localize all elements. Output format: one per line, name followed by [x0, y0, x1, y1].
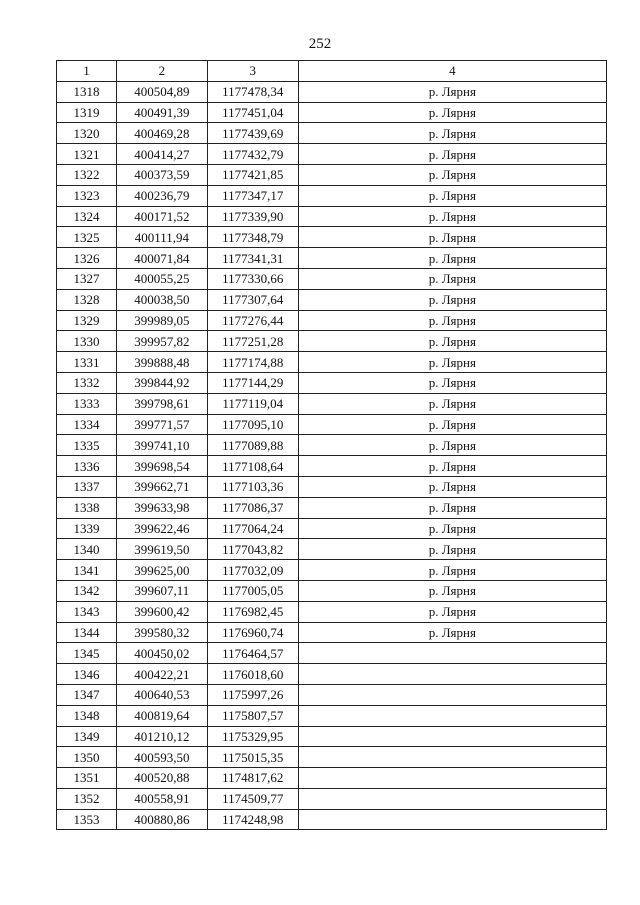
x-coordinate-cell: 399844,92: [116, 372, 207, 393]
table-row: [57, 643, 607, 664]
table-row: [57, 227, 607, 248]
description-cell: р. Лярня: [298, 601, 606, 622]
point-number-cell: 1326: [57, 248, 117, 269]
y-coordinate-cell: 1177421,85: [207, 164, 298, 185]
y-coordinate-cell: 1176464,57: [207, 643, 298, 664]
table-row: [57, 580, 607, 601]
x-coordinate-cell: 400469,28: [116, 123, 207, 144]
description-cell: р. Лярня: [298, 372, 606, 393]
x-coordinate-cell: 399607,11: [116, 580, 207, 601]
x-coordinate-cell: 399771,57: [116, 414, 207, 435]
x-coordinate-cell: 400491,39: [116, 102, 207, 123]
point-number-cell: 1329: [57, 310, 117, 331]
x-coordinate-cell: 399798,61: [116, 393, 207, 414]
y-coordinate-cell: 1175997,26: [207, 684, 298, 705]
table-row: [57, 768, 607, 789]
point-number-cell: 1334: [57, 414, 117, 435]
point-number-cell: 1352: [57, 788, 117, 809]
y-coordinate-cell: 1174817,62: [207, 768, 298, 789]
y-coordinate-cell: 1176018,60: [207, 664, 298, 685]
table-row: [57, 289, 607, 310]
point-number-cell: 1321: [57, 144, 117, 165]
point-number-cell: 1332: [57, 372, 117, 393]
y-coordinate-cell: 1177174,88: [207, 352, 298, 373]
point-number-cell: 1333: [57, 393, 117, 414]
table-row: [57, 684, 607, 705]
point-number-cell: 1340: [57, 539, 117, 560]
table-row: [57, 435, 607, 456]
y-coordinate-cell: 1177341,31: [207, 248, 298, 269]
description-cell: р. Лярня: [298, 164, 606, 185]
point-number-cell: 1328: [57, 289, 117, 310]
point-number-cell: 1324: [57, 206, 117, 227]
x-coordinate-cell: 399619,50: [116, 539, 207, 560]
table-row: [57, 102, 607, 123]
x-coordinate-cell: 400593,50: [116, 747, 207, 768]
x-coordinate-cell: 399741,10: [116, 435, 207, 456]
y-coordinate-cell: 1177089,88: [207, 435, 298, 456]
point-number-cell: 1342: [57, 580, 117, 601]
y-coordinate-cell: 1177330,66: [207, 268, 298, 289]
description-cell: [298, 768, 606, 789]
table-row: [57, 144, 607, 165]
x-coordinate-cell: 400236,79: [116, 185, 207, 206]
description-cell: р. Лярня: [298, 248, 606, 269]
table-row: [57, 705, 607, 726]
description-cell: р. Лярня: [298, 580, 606, 601]
point-number-cell: 1351: [57, 768, 117, 789]
description-cell: р. Лярня: [298, 352, 606, 373]
y-coordinate-cell: 1177064,24: [207, 518, 298, 539]
x-coordinate-cell: 400071,84: [116, 248, 207, 269]
table-row: [57, 372, 607, 393]
description-cell: [298, 809, 606, 830]
description-cell: [298, 643, 606, 664]
table-row: [57, 456, 607, 477]
table-row: [57, 248, 607, 269]
y-coordinate-cell: 1174509,77: [207, 788, 298, 809]
description-cell: [298, 788, 606, 809]
y-coordinate-cell: 1177103,36: [207, 476, 298, 497]
description-cell: р. Лярня: [298, 310, 606, 331]
point-number-cell: 1318: [57, 81, 117, 102]
x-coordinate-cell: 400038,50: [116, 289, 207, 310]
coordinates-table: [56, 60, 607, 830]
x-coordinate-cell: 400640,53: [116, 684, 207, 705]
table-row: [57, 539, 607, 560]
table-row: [57, 497, 607, 518]
description-cell: [298, 684, 606, 705]
x-coordinate-cell: 400373,59: [116, 164, 207, 185]
table-row: [57, 601, 607, 622]
x-coordinate-cell: 399625,00: [116, 560, 207, 581]
description-cell: р. Лярня: [298, 289, 606, 310]
x-coordinate-cell: 399633,98: [116, 497, 207, 518]
y-coordinate-cell: 1175807,57: [207, 705, 298, 726]
y-coordinate-cell: 1177005,05: [207, 580, 298, 601]
y-coordinate-cell: 1177108,64: [207, 456, 298, 477]
table-row: [57, 331, 607, 352]
column-header-2: 2: [116, 61, 207, 82]
table-row: [57, 414, 607, 435]
point-number-cell: 1339: [57, 518, 117, 539]
x-coordinate-cell: 400171,52: [116, 206, 207, 227]
table-row: [57, 123, 607, 144]
x-coordinate-cell: 400520,88: [116, 768, 207, 789]
x-coordinate-cell: 400880,86: [116, 809, 207, 830]
x-coordinate-cell: 400055,25: [116, 268, 207, 289]
x-coordinate-cell: 400111,94: [116, 227, 207, 248]
y-coordinate-cell: 1177478,34: [207, 81, 298, 102]
y-coordinate-cell: 1177307,64: [207, 289, 298, 310]
point-number-cell: 1345: [57, 643, 117, 664]
point-number-cell: 1348: [57, 705, 117, 726]
table-row: [57, 809, 607, 830]
y-coordinate-cell: 1175015,35: [207, 747, 298, 768]
point-number-cell: 1344: [57, 622, 117, 643]
table-row: [57, 81, 607, 102]
description-cell: р. Лярня: [298, 560, 606, 581]
table-row: [57, 268, 607, 289]
column-header-3: 3: [207, 61, 298, 82]
point-number-cell: 1325: [57, 227, 117, 248]
table-row: [57, 310, 607, 331]
point-number-cell: 1336: [57, 456, 117, 477]
table-row: [57, 393, 607, 414]
x-coordinate-cell: 400819,64: [116, 705, 207, 726]
y-coordinate-cell: 1176982,45: [207, 601, 298, 622]
description-cell: [298, 747, 606, 768]
description-cell: р. Лярня: [298, 206, 606, 227]
table-row: [57, 185, 607, 206]
table-row: [57, 206, 607, 227]
page-number: 252: [308, 36, 332, 52]
x-coordinate-cell: 399888,48: [116, 352, 207, 373]
point-number-cell: 1347: [57, 684, 117, 705]
y-coordinate-cell: 1177347,17: [207, 185, 298, 206]
description-cell: р. Лярня: [298, 268, 606, 289]
x-coordinate-cell: 400450,02: [116, 643, 207, 664]
description-cell: р. Лярня: [298, 518, 606, 539]
y-coordinate-cell: 1177439,69: [207, 123, 298, 144]
x-coordinate-cell: 399600,42: [116, 601, 207, 622]
x-coordinate-cell: 400558,91: [116, 788, 207, 809]
x-coordinate-cell: 399989,05: [116, 310, 207, 331]
y-coordinate-cell: 1177451,04: [207, 102, 298, 123]
y-coordinate-cell: 1177348,79: [207, 227, 298, 248]
y-coordinate-cell: 1176960,74: [207, 622, 298, 643]
table-row: [57, 476, 607, 497]
description-cell: р. Лярня: [298, 435, 606, 456]
y-coordinate-cell: 1175329,95: [207, 726, 298, 747]
x-coordinate-cell: 400414,27: [116, 144, 207, 165]
table-row: [57, 560, 607, 581]
y-coordinate-cell: 1177251,28: [207, 331, 298, 352]
table-row: [57, 164, 607, 185]
point-number-cell: 1320: [57, 123, 117, 144]
x-coordinate-cell: 399662,71: [116, 476, 207, 497]
description-cell: р. Лярня: [298, 456, 606, 477]
x-coordinate-cell: 399957,82: [116, 331, 207, 352]
description-cell: р. Лярня: [298, 393, 606, 414]
description-cell: р. Лярня: [298, 144, 606, 165]
point-number-cell: 1349: [57, 726, 117, 747]
x-coordinate-cell: 399622,46: [116, 518, 207, 539]
description-cell: р. Лярня: [298, 414, 606, 435]
table-row: [57, 664, 607, 685]
description-cell: [298, 705, 606, 726]
table-body: [57, 81, 607, 830]
point-number-cell: 1350: [57, 747, 117, 768]
y-coordinate-cell: 1177339,90: [207, 206, 298, 227]
y-coordinate-cell: 1177276,44: [207, 310, 298, 331]
point-number-cell: 1335: [57, 435, 117, 456]
description-cell: [298, 664, 606, 685]
point-number-cell: 1337: [57, 476, 117, 497]
point-number-cell: 1323: [57, 185, 117, 206]
description-cell: р. Лярня: [298, 476, 606, 497]
y-coordinate-cell: 1177032,09: [207, 560, 298, 581]
table-row: [57, 747, 607, 768]
x-coordinate-cell: 399698,54: [116, 456, 207, 477]
y-coordinate-cell: 1177432,79: [207, 144, 298, 165]
point-number-cell: 1353: [57, 809, 117, 830]
point-number-cell: 1346: [57, 664, 117, 685]
table-row: [57, 622, 607, 643]
x-coordinate-cell: 401210,12: [116, 726, 207, 747]
description-cell: р. Лярня: [298, 185, 606, 206]
table-row: [57, 788, 607, 809]
point-number-cell: 1330: [57, 331, 117, 352]
description-cell: р. Лярня: [298, 81, 606, 102]
point-number-cell: 1338: [57, 497, 117, 518]
table-row: [57, 352, 607, 373]
description-cell: р. Лярня: [298, 102, 606, 123]
x-coordinate-cell: 400504,89: [116, 81, 207, 102]
description-cell: р. Лярня: [298, 331, 606, 352]
description-cell: р. Лярня: [298, 227, 606, 248]
point-number-cell: 1343: [57, 601, 117, 622]
x-coordinate-cell: 399580,32: [116, 622, 207, 643]
description-cell: [298, 726, 606, 747]
y-coordinate-cell: 1177119,04: [207, 393, 298, 414]
description-cell: р. Лярня: [298, 539, 606, 560]
column-header-1: 1: [57, 61, 117, 82]
point-number-cell: 1341: [57, 560, 117, 581]
description-cell: р. Лярня: [298, 123, 606, 144]
point-number-cell: 1331: [57, 352, 117, 373]
table-row: [57, 518, 607, 539]
y-coordinate-cell: 1177144,29: [207, 372, 298, 393]
y-coordinate-cell: 1177086,37: [207, 497, 298, 518]
point-number-cell: 1327: [57, 268, 117, 289]
x-coordinate-cell: 400422,21: [116, 664, 207, 685]
table-row: [57, 726, 607, 747]
description-cell: р. Лярня: [298, 497, 606, 518]
y-coordinate-cell: 1174248,98: [207, 809, 298, 830]
description-cell: р. Лярня: [298, 622, 606, 643]
point-number-cell: 1322: [57, 164, 117, 185]
column-header-4: 4: [298, 61, 606, 82]
y-coordinate-cell: 1177043,82: [207, 539, 298, 560]
y-coordinate-cell: 1177095,10: [207, 414, 298, 435]
table-header-row: [57, 61, 607, 82]
point-number-cell: 1319: [57, 102, 117, 123]
